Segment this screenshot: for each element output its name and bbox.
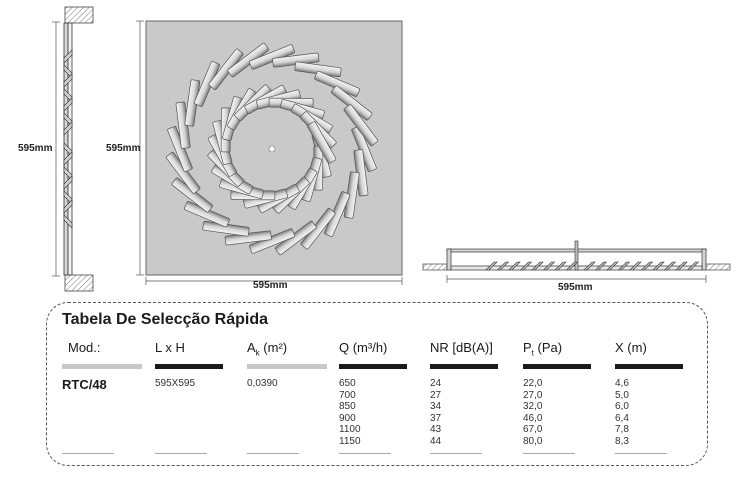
- footer-rule: [339, 453, 391, 454]
- header-nr: NR [dB(A)]: [430, 340, 493, 355]
- side-height-label: 595mm: [18, 143, 53, 154]
- footer-rule: [430, 453, 482, 454]
- header-pt: [523, 340, 562, 358]
- q-value: 650: [339, 378, 356, 389]
- pt-value: 27,0: [523, 389, 543, 401]
- front-view: [136, 21, 402, 285]
- header-pt-subscript: t: [531, 348, 534, 358]
- nr-value: 34: [430, 401, 442, 413]
- header-rule: [430, 364, 498, 369]
- footer-rule: [615, 453, 667, 454]
- header-x: X (m): [615, 340, 647, 355]
- size-value: 595X595: [155, 378, 196, 389]
- nr-value: 43: [430, 424, 442, 436]
- header-rule: [62, 364, 142, 369]
- footer-rule: [247, 453, 299, 454]
- model-name: RTC/48: [62, 377, 107, 392]
- header-lxh: L x H: [155, 340, 185, 355]
- pt-value: 32,0: [523, 401, 543, 413]
- q-value: 1100: [339, 424, 361, 436]
- x-value: 6,0: [615, 401, 629, 413]
- q-column: [339, 378, 361, 448]
- nr-column: [430, 378, 441, 448]
- pt-column: [523, 378, 542, 448]
- header-mod: Mod.:: [68, 340, 101, 355]
- front-width-label: 595mm: [253, 280, 288, 291]
- ak-value: 0,0390: [247, 378, 278, 389]
- footer-rule: [523, 453, 575, 454]
- x-value: 8,3: [615, 435, 629, 447]
- x-value: 5,0: [615, 389, 629, 401]
- q-value: 900: [339, 412, 356, 424]
- x-column: [615, 378, 629, 448]
- section-view: [423, 241, 730, 283]
- section-width-label: 595mm: [558, 282, 593, 293]
- pt-value: 67,0: [523, 424, 543, 436]
- header-ak-unit: (m²): [263, 340, 288, 355]
- header-rule: [339, 364, 407, 369]
- header-rule: [247, 364, 327, 369]
- footer-rule: [155, 453, 207, 454]
- x-value: 7,8: [615, 424, 629, 436]
- header-rule: [523, 364, 591, 369]
- pt-value: 46,0: [523, 412, 543, 424]
- header-rule: [615, 364, 683, 369]
- nr-value: 27: [430, 389, 442, 401]
- front-height-label: 595mm: [106, 143, 141, 154]
- header-rule: [155, 364, 223, 369]
- pt-value: 22,0: [523, 378, 543, 389]
- pt-value: 80,0: [523, 435, 543, 447]
- x-value: 6,4: [615, 412, 629, 424]
- table-title: Tabela De Selecção Rápida: [62, 311, 269, 328]
- header-pt-symbol: P: [523, 340, 532, 355]
- header-ak-symbol: A: [247, 340, 256, 355]
- header-q: Q (m³/h): [339, 340, 388, 355]
- header-ak: [247, 340, 287, 358]
- nr-value: 44: [430, 435, 442, 447]
- x-value: 4,6: [615, 378, 629, 389]
- q-value: 1150: [339, 435, 361, 447]
- side-view: [52, 7, 93, 291]
- nr-value: 37: [430, 412, 442, 424]
- header-pt-unit: (Pa): [537, 340, 563, 355]
- q-value: 700: [339, 389, 356, 401]
- header-ak-subscript: k: [255, 348, 260, 358]
- nr-value: 24: [430, 378, 442, 389]
- q-value: 850: [339, 401, 356, 413]
- footer-rule: [62, 453, 114, 454]
